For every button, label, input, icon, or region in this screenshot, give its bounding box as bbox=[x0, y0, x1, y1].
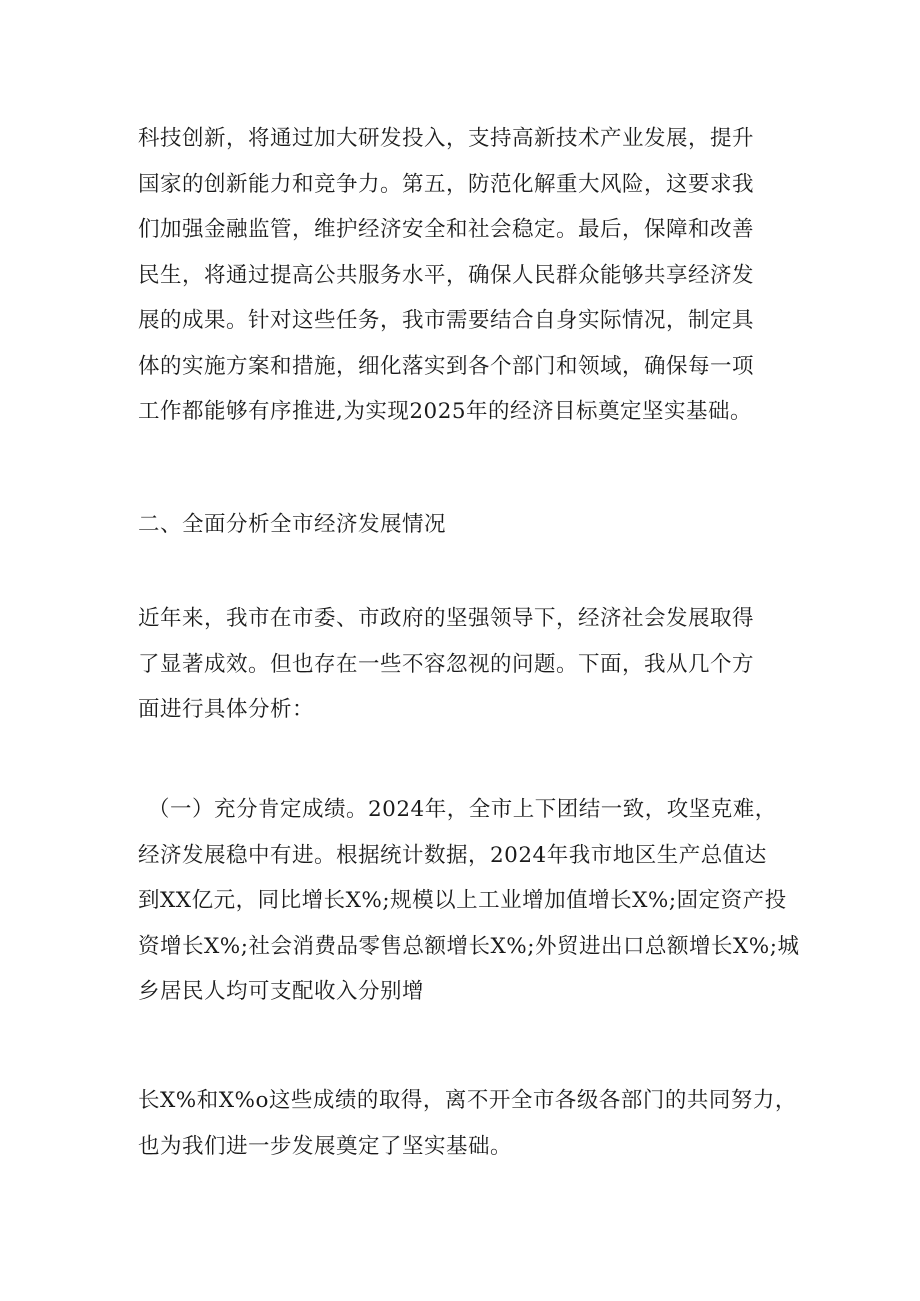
text-line: 乡居民人均可支配收入分别增 bbox=[138, 979, 425, 1004]
text-line: 长X%和X%o这些成绩的取得，离不开全市各级各部门的共同努力， bbox=[138, 1088, 797, 1113]
text-line: 工作都能够有序推进,为实现2025年的经济目标奠定坚实基础。 bbox=[138, 399, 753, 424]
text-line: 近年来，我市在市委、市政府的坚强领导下，经济社会发展取得 bbox=[138, 606, 755, 631]
paragraph-achievements bbox=[138, 787, 799, 1015]
text-line: 科技创新，将通过加大研发投入，支持高新技术产业发展，提升 bbox=[138, 126, 755, 151]
text-line: 面进行具体分析： bbox=[138, 697, 315, 722]
section-heading-text: 二、全面分析全市经济发展情况 bbox=[138, 512, 447, 537]
text-line: 资增长X%;社会消费品零售总额增长X%;外贸进出口总额增长X%;城 bbox=[138, 933, 800, 959]
paragraph-achievements-continued bbox=[138, 1078, 797, 1169]
text-line: （一）充分肯定成绩。2024年，全市上下团结一致，攻坚克难， bbox=[148, 797, 777, 822]
text-line: 展的成果。针对这些任务，我市需要结合自身实际情况，制定具 bbox=[138, 308, 755, 333]
paragraph-tasks bbox=[138, 116, 754, 435]
text-line: 们加强金融监管，维护经济安全和社会稳定。最后，保障和改善 bbox=[138, 217, 755, 242]
text-line: 到XX亿元，同比增长X%;规模以上工业增加值增长X%;固定资产投 bbox=[138, 888, 787, 913]
text-line: 体的实施方案和措施，细化落实到各个部门和领域，确保每一项 bbox=[138, 353, 755, 379]
text-line: 经济发展稳中有进。根据统计数据，2024年我市地区生产总值达 bbox=[138, 842, 767, 868]
text-line: 国家的创新能力和竞争力。第五，防范化解重大风险，这要求我 bbox=[138, 171, 755, 197]
text-line: 民生，将通过提高公共服务水平，确保人民群众能够共享经济发 bbox=[138, 262, 755, 288]
text-line: 也为我们进一步发展奠定了坚实基础。 bbox=[138, 1133, 513, 1159]
paragraph-intro bbox=[138, 596, 754, 733]
section-heading bbox=[138, 502, 446, 548]
text-line: 了显著成效。但也存在一些不容忽视的问题。下面，我从几个方 bbox=[138, 651, 755, 677]
